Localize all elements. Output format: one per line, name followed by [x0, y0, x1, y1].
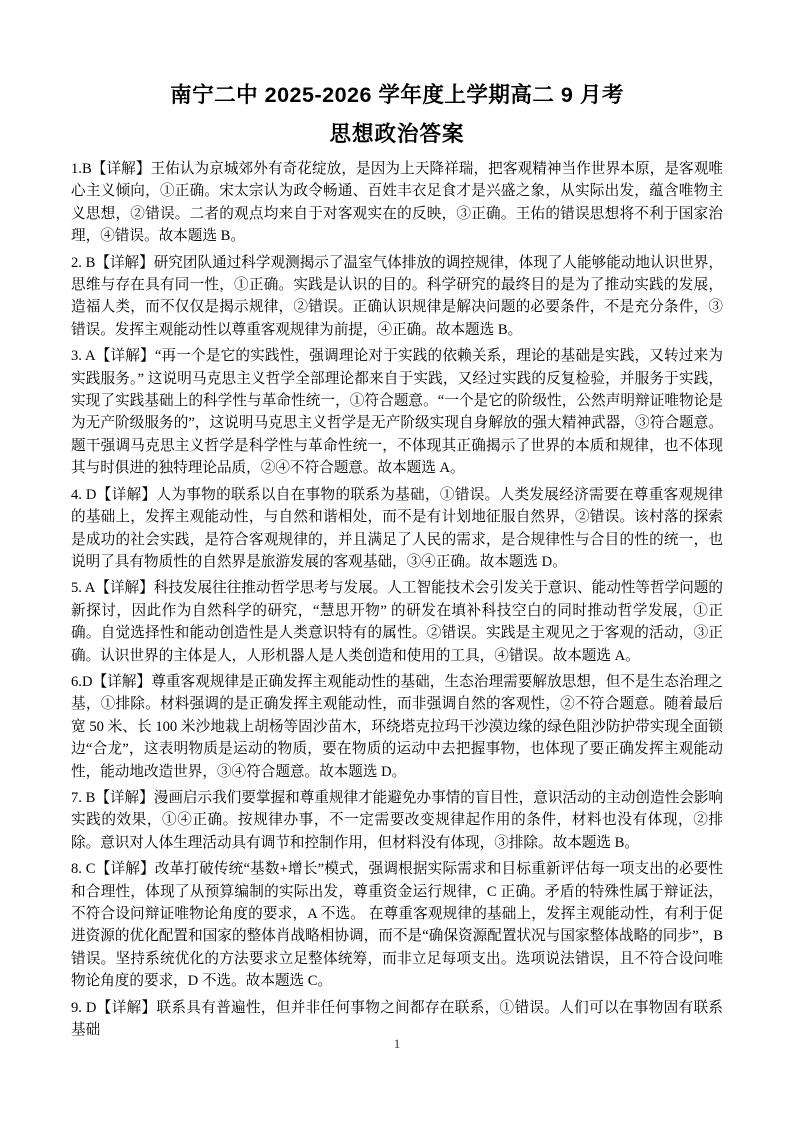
- answer-item-6: [71, 671, 723, 783]
- answer-number: 1.B: [71, 161, 92, 177]
- answer-text: 科技发展往往推动哲学思考与发展。人工智能技术会引发关于意识、能动性等哲学问题的新探讨，因此作为自然科学的研究，“慧思开物” 的研发在填补科技空白的同时推动哲学发展，①正确。自觉选择性和能动创造性是人类意识特有的属性。②错误。实践是主观见之于客观的活动，③正确。认识世界的主体是人，人形机器人是人类创造和使用的工具，④错误。故本题选 A。: [71, 580, 723, 664]
- answer-text: 研究团队通过科学观测揭示了温室气体排放的调控规律，体现了人能够能动地认识世界，思维与存在具有同一性，①正确。实践是认识的目的。科学研究的最终目的是为了推动实践的发展，造福人类，而不仅仅是揭示规律，②错误。正确认识规律是解决问题的必要条件，不是充分条件，③错误。发挥主观能动性以尊重客观规律为前提，④正确。故本题选 B。: [71, 254, 723, 338]
- answer-item-9: [71, 997, 723, 1042]
- answer-text: 改革打破传统“基数+增长”模式，强调根据实际需求和目标重新评估每一项支出的必要性和合理性，体现了从预算编制的实际出发，尊重资金运行规律，C 正确。矛盾的特殊性属于辩证法，不符合设问辩证唯物论角度的要求，A 不选。 在尊重客观规律的基础上，发挥主观能动性，有利于促进资源的优化配置和国家的整体肖战略相协调，而不是“确保资源配置状况与国家整体战略的同步”，B 错误。坚持系统优化的方法要求立足整体统筹，而非立足每项支出。选项说法错误，且不符合设问唯物论角度的要求，D 不选。故本题选 C。: [71, 861, 723, 990]
- answer-text: “再一个是它的实践性，强调理论对于实践的依赖关系，理论的基础是实践，又转过来为实践服务。” 这说明马克思主义哲学全部理论都来自于实践，又经过实践的反复检验，并服务于实践，实现了实践基础上的科学性与革命性统一，①符合题意。“一个是它的阶级性，公然声明辩证唯物论是为无产阶级服务的”，这说明马克思主义哲学是无产阶级实现自身解放的强大精神武器，③符合题意。题干强调马克思主义哲学是科学性与革命性统一，不体现其正确揭示了世界的本质和规律，也不体现其与时俱进的独特理论品质，②④不符合题意。故本题选 A。: [71, 348, 723, 477]
- answer-text: 王佑认为京城郊外有奇花绽放，是因为上天降祥瑞，把客观精神当作世界本原，是客观唯心主义倾向，①正确。宋太宗认为政令畅通、百姓丰衣足食才是兴盛之象，从实际出发，蕴含唯物主义思想，②错误。二者的观点均来自于对客观实在的反映，③正确。王佑的错误思想将不利于国家治理，④错误。故本题选 B。: [71, 161, 723, 245]
- answer-item-7: [71, 787, 723, 854]
- answer-number: 4. D: [71, 486, 97, 503]
- answers-section: [71, 158, 723, 1041]
- page-number: 1: [393, 1036, 401, 1051]
- detail-tag: 【详解】: [95, 789, 154, 806]
- detail-tag: 【详解】: [95, 348, 155, 365]
- document-subtitle: 思想政治答案: [329, 122, 465, 146]
- answer-item-8: [71, 858, 723, 992]
- answer-text: 尊重客观规律是正确发挥主观能动性的基础，生态治理需要解放思想，但不是生态治理之基，①排除。材料强调的是正确发挥主观能动性，而非强调自然的客观性，②不符合题意。随着最后宽 50 米、长 100 米沙地栽上胡杨等固沙苗木，环绕塔克拉玛干沙漠边缘的绿色阻沙防护带实现全面锁边“合龙”，这表明物质是运动的物质，要在物质的运动中去把握事物，也体现了要正确发挥主观能动性，能动地改造世界，③④符合题意。故本题选 D。: [71, 673, 723, 780]
- answer-text: 漫画启示我们要掌握和尊重规律才能避免办事情的盲目性，意识活动的主动创造性会影响实践的效果，①④正确。按规律办事，不一定需要改变规律起作用的条件，材料也没有体现，②排除。意识对人体生理活动具有调节和控制作用，但材料没有体现，③排除。故本题选 B。: [71, 789, 723, 851]
- answer-item-1: [71, 158, 723, 248]
- answer-item-4: [71, 484, 723, 574]
- answer-number: 6.D: [71, 673, 93, 690]
- detail-tag: 【详解】: [95, 580, 154, 597]
- detail-tag: 【详解】: [91, 161, 151, 177]
- answer-text: 联系具有普遍性，但并非任何事物之间都存在联系，①错误。人们可以在事物固有联系基础: [71, 999, 723, 1039]
- detail-tag: 【详解】: [96, 999, 157, 1016]
- answer-text: 人为事物的联系以自在事物的联系为基础，①错误。人类发展经济需要在尊重客观规律的基础上，发挥主观能动性，与自然和谐相处，而不是有计划地征服自然界，②错误。该村落的探索是成功的社会实践，是符合客观规律的，并且满足了人民的需求，是合规律性与合目的性的统一，也说明了具有物质性的自然界是旅游发展的客观基础，③④正确。故本题选 D。: [71, 486, 723, 570]
- answer-number: 7. B: [71, 789, 96, 806]
- answer-number: 8. C: [71, 861, 96, 878]
- answer-number: 2. B: [71, 254, 96, 271]
- answer-number: 5. A: [71, 580, 96, 597]
- answer-item-2: [71, 252, 723, 342]
- detail-tag: 【详解】: [95, 254, 154, 271]
- answer-number: 9. D: [71, 999, 97, 1016]
- detail-tag: 【详解】: [96, 486, 157, 503]
- answer-item-5: [71, 577, 723, 667]
- answer-number: 3. A: [71, 348, 96, 365]
- document-title: 南宁二中 2025-2026 学年度上学期高二 9 月考: [170, 83, 624, 107]
- detail-tag: 【详解】: [95, 861, 155, 878]
- detail-tag: 【详解】: [92, 673, 152, 690]
- answer-item-3: [71, 345, 723, 479]
